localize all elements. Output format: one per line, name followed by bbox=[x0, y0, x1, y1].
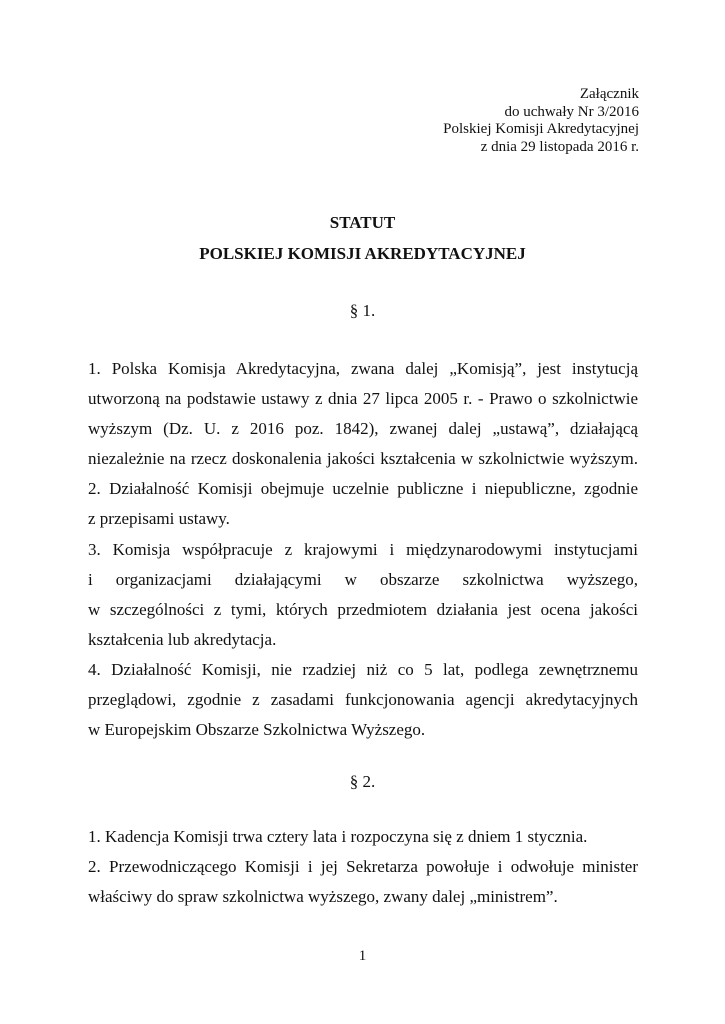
paragraph-line: przeglądowi, zgodnie z zasadami funkcjonowania agencji akredytacyjnych bbox=[88, 690, 638, 710]
page-number: 1 bbox=[358, 948, 367, 964]
section-1-body bbox=[88, 354, 638, 745]
attachment-header bbox=[443, 86, 639, 156]
attachment-line: Polskiej Komisji Akredytacyjnej bbox=[443, 121, 639, 137]
paragraph-line: z przepisami ustawy. bbox=[88, 509, 230, 529]
paragraph-line: w Europejskim Obszarze Szkolnictwa Wyższego. bbox=[88, 720, 426, 740]
document-title: STATUT bbox=[329, 213, 396, 232]
attachment-line: z dnia 29 listopada 2016 r. bbox=[480, 138, 639, 155]
paragraph-line: 1. Kadencja Komisji trwa cztery lata i rozpoczyna się z dniem 1 stycznia. bbox=[88, 827, 588, 846]
section-2-body bbox=[88, 822, 638, 912]
section-2-heading: § 2. bbox=[349, 772, 376, 791]
paragraph-line: niezależnie na rzecz doskonalenia jakości kształcenia w szkolnictwie wyższym. bbox=[88, 449, 638, 469]
paragraph-line: właściwy do spraw szkolnictwa wyższego, zwany dalej „ministrem”. bbox=[88, 887, 558, 907]
section-1-heading: § 1. bbox=[349, 301, 376, 320]
attachment-line: Załącznik bbox=[579, 86, 639, 102]
document-subtitle: POLSKIEJ KOMISJI AKREDYTACYJNEJ bbox=[199, 244, 526, 263]
attachment-line: do uchwały Nr 3/2016 bbox=[504, 103, 639, 120]
paragraph-line: kształcenia lub akredytacja. bbox=[88, 629, 277, 649]
paragraph-line: utworzoną na podstawie ustawy z dnia 27 lipca 2005 r. - Prawo o szkolnictwie bbox=[88, 389, 638, 409]
paragraph-line: 1. Polska Komisja Akredytacyjna, zwana dalej „Komisją”, jest instytucją bbox=[88, 359, 638, 378]
paragraph-line: 4. Działalność Komisji, nie rzadziej niż co 5 lat, podlega zewnętrznemu bbox=[88, 659, 638, 679]
paragraph-line: 3. Komisja współpracuje z krajowymi i międzynarodowymi instytucjami bbox=[88, 539, 638, 559]
paragraph-line: i organizacjami działającymi w obszarze szkolnictwa wyższego, bbox=[88, 569, 638, 589]
paragraph-line: 2. Działalność Komisji obejmuje uczelnie publiczne i niepubliczne, zgodnie bbox=[88, 479, 638, 499]
paragraph-line: w szczególności z tymi, których przedmiotem działania jest ocena jakości bbox=[88, 599, 638, 619]
paragraph-line: wyższym (Dz. U. z 2016 poz. 1842), zwanej dalej „ustawą”, działającą bbox=[88, 419, 638, 439]
paragraph-line: 2. Przewodniczącego Komisji i jej Sekretarza powołuje i odwołuje minister bbox=[88, 857, 638, 877]
